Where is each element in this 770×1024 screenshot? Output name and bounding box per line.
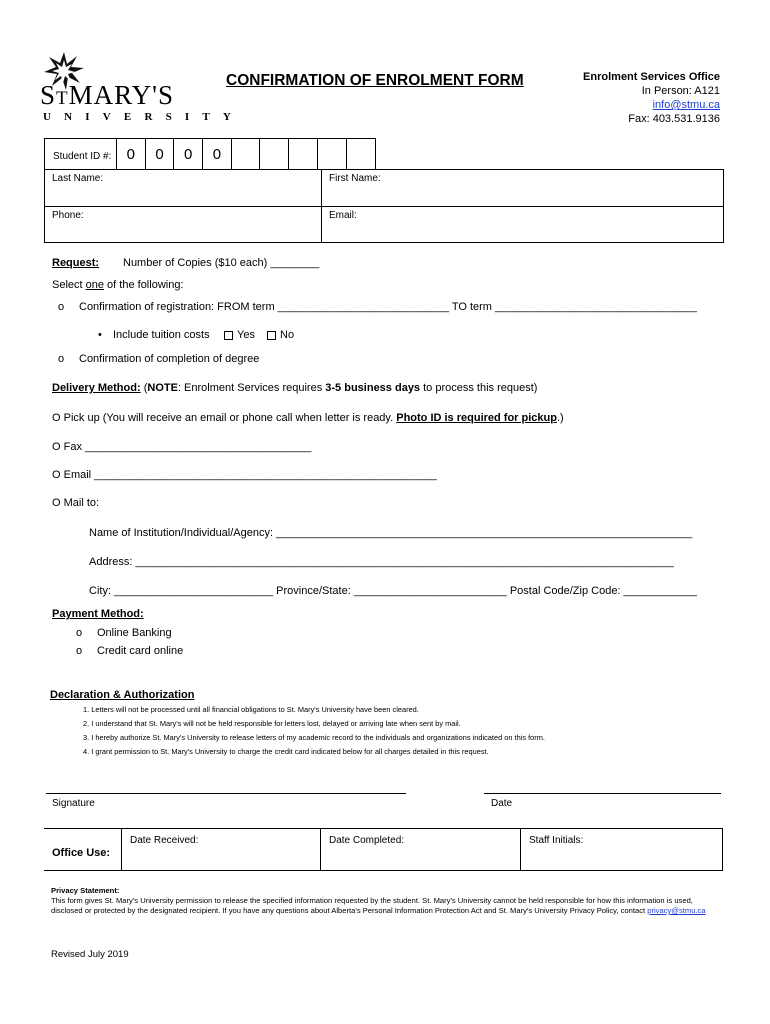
delivery-heading: Delivery Method: (NOTE: Enrolment Services requires 3-5 business days to process this request) xyxy=(52,382,538,394)
office-location: In Person: A121 xyxy=(641,85,720,97)
option-registration-label: Confirmation of registration: FROM term ____________________________ TO term _________________________________ xyxy=(79,301,697,313)
privacy-text: This form gives St. Mary's University permission to release the specified information requested by the student. St. Mary's University cannot be held responsible for how this information is used, disclosed or protected by the designated recipient. If you have any questions about Alberta's Personal Information Protection Act and St. Mary's University Privacy Policy, contact xyxy=(51,896,693,915)
option-registration-radio[interactable]: o xyxy=(58,301,65,313)
declaration-item: 1. Letters will not be processed until all financial obligations to St. Mary's University have been cleared. xyxy=(83,705,419,714)
address-field[interactable]: Address: ________________________________________________________________________________________ xyxy=(89,556,674,568)
page-title: CONFIRMATION OF ENROLMENT FORM xyxy=(226,72,524,89)
delivery-mail-option[interactable]: O Mail to: xyxy=(52,497,100,509)
delivery-pickup-option[interactable]: O Pick up (You will receive an email or phone call when letter is ready. Photo ID is required for pickup.) xyxy=(52,412,564,424)
declaration-item: 4. I grant permission to St. Mary's University to charge the credit card indicated below for all charges detailed in this request. xyxy=(83,747,489,756)
tuition-yes-label: Yes xyxy=(237,329,255,341)
institution-field[interactable]: Name of Institution/Individual/Agency: ____________________________________________________________________ xyxy=(89,527,693,539)
declaration-list xyxy=(83,703,545,759)
office-fax: Fax: 403.531.9136 xyxy=(628,113,720,125)
student-id-row xyxy=(44,138,376,169)
office-info xyxy=(583,70,720,126)
phone-field[interactable]: Phone: xyxy=(45,207,322,242)
declaration-label: Declaration & Authorization xyxy=(50,689,195,701)
office-email-link[interactable]: info@stmu.ca xyxy=(652,99,720,111)
select-instruction: Select one of the following: xyxy=(52,279,184,291)
student-id-digit[interactable] xyxy=(231,139,260,169)
city-province-postal-field[interactable]: City: __________________________ Province/State: _________________________ Postal Code/Zip Code: ____________ xyxy=(89,585,697,597)
delivery-fax-option[interactable]: O Fax _____________________________________ xyxy=(52,441,312,453)
date-completed-field[interactable]: Date Completed: xyxy=(320,829,520,870)
student-id-digit[interactable] xyxy=(346,139,375,169)
student-id-digit[interactable]: 0 xyxy=(202,139,231,169)
date-label: Date xyxy=(491,798,513,809)
payment-online-radio[interactable]: o xyxy=(76,627,83,639)
office-use-label: Office Use: xyxy=(52,847,111,859)
request-label: Request: xyxy=(52,257,100,269)
student-id-digit[interactable]: 0 xyxy=(116,139,145,169)
office-use-table xyxy=(44,828,723,871)
date-line[interactable] xyxy=(484,793,721,794)
declaration-item: 2. I understand that St. Mary's will not be held responsible for letters lost, delayed or arriving late when sent by mail. xyxy=(83,719,461,728)
student-id-digit[interactable] xyxy=(288,139,317,169)
first-name-field[interactable]: First Name: xyxy=(329,173,381,184)
privacy-email-link[interactable]: privacy@stmu.ca xyxy=(647,906,706,915)
include-tuition-label: Include tuition costs xyxy=(113,329,210,341)
student-id-label: Student ID #: xyxy=(53,151,112,162)
staff-initials-field[interactable]: Staff Initials: xyxy=(520,829,722,870)
payment-credit-radio[interactable]: o xyxy=(76,645,83,657)
tuition-no-label: No xyxy=(280,329,295,341)
logo-wordmark: STMARY'S xyxy=(40,80,175,110)
bullet-icon: • xyxy=(98,329,102,341)
payment-credit-label: Credit card online xyxy=(97,645,184,657)
date-received-field[interactable]: Date Received: xyxy=(121,829,320,870)
logo-university: UNIVERSITY xyxy=(43,111,245,123)
student-id-digit[interactable]: 0 xyxy=(173,139,202,169)
student-id-digit[interactable] xyxy=(317,139,346,169)
delivery-email-option[interactable]: O Email ________________________________________________________ xyxy=(52,469,437,481)
declaration-item: 3. I hereby authorize St. Mary's University to release letters of my academic record to the individuals and organizations indicated on this form. xyxy=(83,733,545,742)
office-title: Enrolment Services Office xyxy=(583,71,720,83)
signature-line[interactable] xyxy=(46,793,406,794)
option-completion-label: Confirmation of completion of degree xyxy=(79,353,260,365)
revised-date: Revised July 2019 xyxy=(51,949,129,960)
privacy-statement xyxy=(51,886,716,916)
tuition-yes-checkbox[interactable] xyxy=(224,331,233,340)
copies-field[interactable]: Number of Copies ($10 each) ________ xyxy=(123,257,320,269)
privacy-label: Privacy Statement: xyxy=(51,886,120,895)
email-field[interactable]: Email: xyxy=(329,210,357,221)
student-id-digit[interactable]: 0 xyxy=(145,139,174,169)
last-name-field[interactable]: Last Name: xyxy=(45,170,322,206)
student-id-digit[interactable] xyxy=(259,139,288,169)
payment-online-label: Online Banking xyxy=(97,627,172,639)
student-info-table xyxy=(44,169,724,243)
option-completion-radio[interactable]: o xyxy=(58,353,65,365)
tuition-no-checkbox[interactable] xyxy=(267,331,276,340)
payment-label: Payment Method: xyxy=(52,608,144,620)
signature-label: Signature xyxy=(52,798,95,809)
